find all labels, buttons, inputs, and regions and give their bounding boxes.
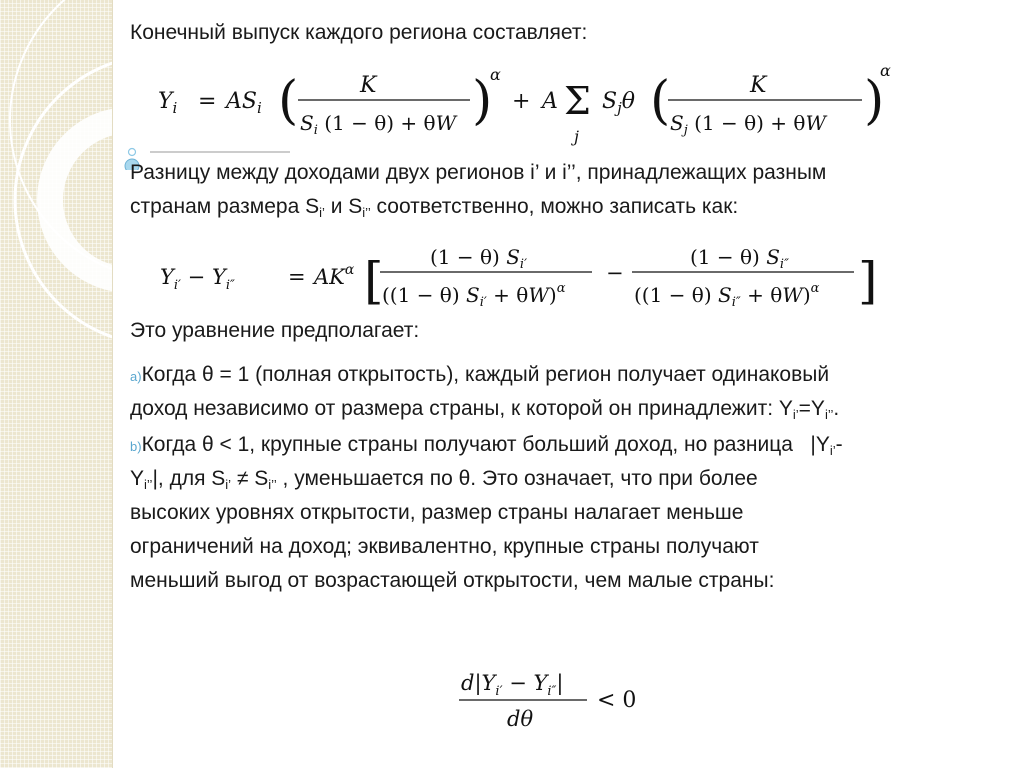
- svg-text:A: A: [542, 89, 558, 114]
- svg-text:+: +: [512, 89, 531, 114]
- svg-text:j: j: [574, 127, 579, 146]
- svg-text:): ): [472, 71, 493, 131]
- svg-text:Yi: $Y_i$: [158, 89, 178, 117]
- svg-text:[: [: [364, 252, 384, 310]
- svg-text:(1 − θ) Si′: (1 − θ) $S_{i'}$: [430, 245, 528, 272]
- decorative-left-band: [0, 0, 112, 768]
- svg-text:Si (1 − θ) + θW: $S_i$ (1 − θ) + θW: [300, 111, 457, 138]
- svg-text:((1 − θ) Si′ + θW)α: ((1 − θ) $S_{i'} + \theta W)^\alpha$: [382, 281, 566, 310]
- svg-text:=: =: [288, 265, 306, 289]
- formula-derivative: [455, 662, 655, 736]
- svg-text:Yi′ − Yi″: $Y_{i'} - Y_{i''}$: [160, 265, 235, 293]
- svg-text:< 0: < 0: [597, 688, 637, 713]
- item-b-line4: ограничений на доход; эквивалентно, крупные страны получают: [130, 535, 759, 558]
- item-a-marker: a): [130, 369, 142, 384]
- item-b-line2: $Y_{i’’}|$, для $S_{i’} \ne S_{i’’}$ , уменьшается по θ. Это означает, что при более: [130, 467, 758, 492]
- svg-text:): ): [864, 71, 885, 131]
- svg-text:((1 − θ) Si″ + θW)α: ((1 − θ) $S_{i''} + \theta W)^\alpha$: [634, 281, 820, 310]
- item-b-line3: высоких уровнях открытости, размер страны налагает меньше: [130, 501, 744, 524]
- svg-text:Sjθ: $S_j\theta$: [602, 89, 635, 117]
- svg-text:Sj (1 − θ) + θW: $S_j$ (1 − θ) + θW: [670, 111, 827, 138]
- item-b-line1: b)Когда θ < 1, крупные страны получают больший доход, но разница $|Y_{i’}-$: [130, 433, 843, 458]
- svg-text:K: K: [750, 73, 767, 98]
- item-b-line5: меньший выгод от возрастающей открытости, чем малые страны:: [130, 569, 775, 592]
- paragraph-income-diff-line2: странам размера $S_{i’}$ и $S_{i’’}$ соответственно, можно записать как:: [130, 195, 739, 220]
- svg-text:(: (: [650, 71, 671, 131]
- formula-income-difference: [150, 240, 890, 320]
- item-a-line1: a)Когда θ = 1 (полная открытость), каждый регион получает одинаковый: [130, 363, 830, 386]
- svg-text:(1 − θ) Si″: (1 − θ) $S_{i''}$: [690, 245, 789, 272]
- svg-text:=: =: [198, 89, 217, 114]
- svg-text:K: K: [360, 73, 377, 98]
- svg-text:−: −: [606, 261, 624, 285]
- svg-text:d|Yi′ − Yi″|: $d|Y_{i'} - Y_{i''}|$: [461, 671, 564, 699]
- svg-text:α: α: [490, 65, 501, 84]
- svg-text:ASi: $AS_i$: [226, 89, 262, 117]
- svg-text:α: α: [880, 61, 891, 80]
- paragraph-income-diff-line1: Разницу между доходами двух регионов i’ и i’’, принадлежащих разным: [130, 161, 827, 184]
- band-edge-line: [112, 0, 113, 768]
- svg-text:Σ: Σ: [564, 79, 591, 123]
- item-b-marker: b): [130, 439, 142, 454]
- svg-text:(: (: [278, 71, 299, 131]
- item-a-line2: доход независимо от размера страны, к которой он принадлежит: $Y_{i’}=Y_{i’’}$.: [130, 397, 840, 422]
- svg-text:dθ: dθ: [507, 707, 534, 731]
- formula-output: [150, 60, 900, 155]
- svg-text:AKα: $AK^\alpha$: [314, 262, 355, 289]
- paragraph-implies: Это уравнение предполагает:: [130, 319, 420, 342]
- paragraph-output: Конечный выпуск каждого региона составляет:: [130, 21, 588, 44]
- decorative-circles: [0, 0, 112, 768]
- svg-text:]: ]: [858, 252, 878, 310]
